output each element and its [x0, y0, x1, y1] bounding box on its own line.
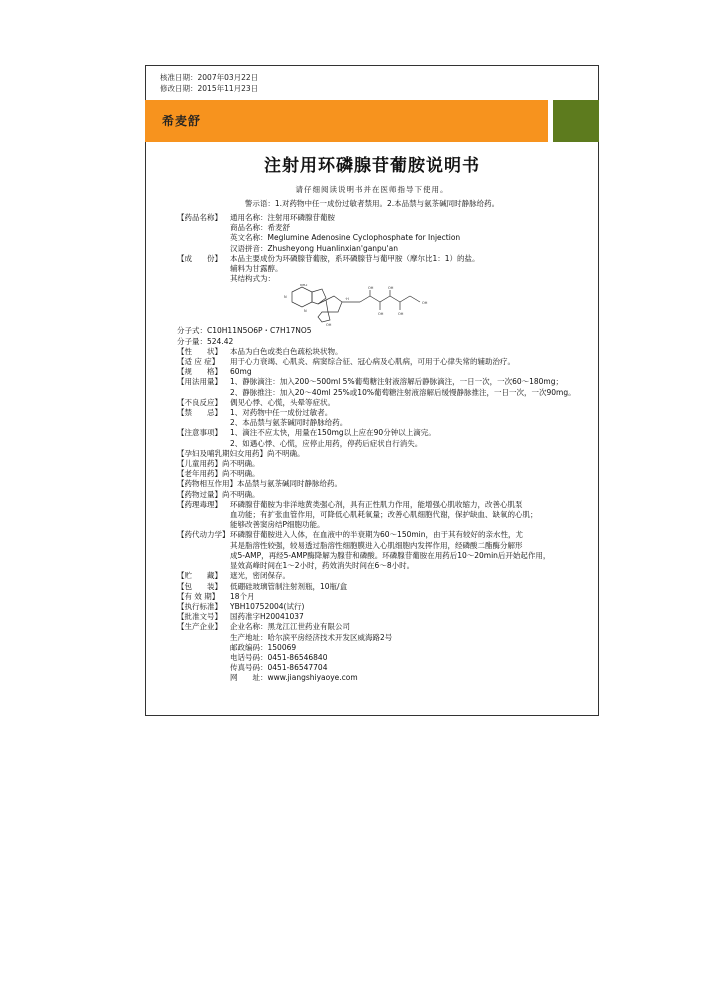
- composition-main: 本品主要成份为环磷腺苷葡胺，系环磷腺苷与葡甲胺（摩尔比1：1）的盐。: [230, 253, 480, 263]
- pk-line: 环磷腺苷葡胺进入人体，在血液中的半衰期为60～150min，由于其有较好的亲水性，尤: [230, 530, 523, 540]
- section-label: 【儿童用药】: [177, 459, 222, 469]
- section-label: 【药理毒理】: [177, 499, 222, 509]
- section-label: 【生产企业】: [177, 622, 222, 632]
- brand-band: [145, 100, 548, 142]
- company-website: 网 址：www.jiangshiyaoye.com: [230, 673, 358, 683]
- section-elderly: [177, 469, 587, 479]
- section-text: 用于心力衰竭、心肌炎、病窦综合征、冠心病及心肌病，可用于心律失常的辅助治疗。: [230, 357, 515, 367]
- section-label: 【适 应 症】: [177, 357, 220, 367]
- section-text: YBH10752004(试行): [230, 601, 305, 611]
- section-storage: [177, 571, 587, 581]
- brand-name: 希麦舒: [162, 114, 202, 128]
- pk-line: 显效高峰时间在1～2小时，药效消失时间在6～8小时。: [230, 561, 415, 571]
- english-name: 英文名称：Meglumine Adenosine Cyclophosphate for Injection: [230, 233, 461, 243]
- pharmacology-line: 血功能；有扩张血管作用，可降低心肌耗氧量；改善心肌细胞代谢，保护缺血、缺氧的心肌；: [230, 510, 538, 520]
- section-validity: [177, 592, 587, 602]
- section-pharmacology: [177, 500, 587, 531]
- svg-text:OH: OH: [422, 301, 428, 306]
- svg-text:OH: OH: [368, 286, 374, 291]
- contra-line: 2、本品禁与氨茶碱同时静脉给药。: [230, 418, 348, 428]
- section-text: 尚不明确。: [222, 469, 260, 479]
- section-label: 【老年用药】: [177, 469, 222, 479]
- warning-text: 警示语：1.对药物中任一成份过敏者禁用。2.本品禁与氨茶碱同时静脉给药。: [244, 199, 500, 208]
- section-text: 本品禁与氨茶碱同时静脉给药。: [237, 479, 342, 489]
- company-name: 企业名称：黑龙江江世药业有限公司: [230, 622, 350, 632]
- svg-text:N: N: [284, 295, 287, 300]
- section-label: 【执行标准】: [177, 601, 222, 611]
- section-label: 【禁 忌】: [177, 408, 222, 418]
- section-standard: [177, 602, 587, 612]
- section-label: 【成 份】: [177, 253, 222, 263]
- structure-label: 其结构式为：: [230, 274, 275, 284]
- section-adverse: [177, 398, 587, 408]
- accent-block: [553, 100, 599, 142]
- section-label: 【不良反应】: [177, 397, 222, 407]
- company-postcode: 邮政编码：150069: [230, 642, 297, 652]
- section-text: 遮光，密闭保存。: [230, 571, 290, 581]
- company-fax: 传真号码：0451-86547704: [230, 663, 328, 673]
- section-text: 尚不明确。: [267, 448, 305, 458]
- svg-text:OH: OH: [378, 312, 384, 317]
- contra-line: 1、对药物中任一成份过敏者。: [230, 408, 333, 418]
- section-text: 尚不明确。: [222, 489, 260, 499]
- document-title: 注射用环磷腺苷葡胺说明书: [264, 156, 480, 176]
- section-overdose: [177, 490, 587, 500]
- section-indications: [177, 357, 587, 367]
- section-dosage: [177, 377, 587, 397]
- company-address: 生产地址：哈尔滨平房经济技术开发区威海路2号: [230, 632, 393, 642]
- section-text: 偶见心悸、心慌，头晕等症状。: [230, 397, 335, 407]
- section-label: 【有 效 期】: [177, 591, 220, 601]
- revision-date: 修改日期：2015年11月23日: [160, 84, 259, 93]
- approval-date: 核准日期：2007年03月22日: [160, 73, 259, 82]
- pk-line: 成5-AMP，再经5-AMP酶降解为腺苷和磷酸。环磷腺苷葡胺在用药后10～20min后开始起作用，: [230, 550, 551, 560]
- pk-line: 其是脂溶性较强，较易透过脂溶性细胞膜进入心肌细胞内发挥作用，经磷酸二酯酶分解形: [230, 540, 523, 550]
- section-children: [177, 459, 587, 469]
- section-interactions: [177, 479, 587, 489]
- section-contraindications: [177, 408, 587, 428]
- section-text: 本品为白色或类白色疏松块状物。: [230, 346, 343, 356]
- section-text: 尚不明确。: [222, 459, 260, 469]
- pharmacology-line: 环磷腺苷葡胺为非洋地黄类强心剂，具有正性肌力作用，能增强心肌收缩力，改善心肌泵: [230, 499, 523, 509]
- dosage-line: 2、静脉推注：加入20～40ml 25%或10%葡萄糖注射液溶解后缓慢静脉推注，一日一次，一次90mg。: [230, 387, 576, 397]
- structural-formula-image: [282, 284, 587, 326]
- section-pregnancy: [177, 449, 587, 459]
- svg-text:OH: OH: [388, 286, 394, 291]
- date-info: [160, 72, 258, 94]
- dosage-line: 1、静脉滴注：加入200～500ml 5%葡萄糖注射液溶解后静脉滴注，一日一次，一次60～180mg；: [230, 377, 563, 387]
- molecular-formula: 分子式：C10H11N5O6P・C7H17NO5: [177, 326, 312, 336]
- section-label: 【贮 藏】: [177, 571, 222, 581]
- section-text: 60mg: [230, 367, 252, 377]
- section-label: 【性 状】: [177, 346, 222, 356]
- section-label: 【孕妇及哺乳期妇女用药】: [177, 448, 267, 458]
- pinyin-name: 汉语拼音：Zhusheyong Huanlinxian'ganpu'an: [230, 243, 398, 253]
- leaflet-content: [177, 213, 587, 684]
- section-label: 【规 格】: [177, 367, 222, 377]
- section-label: 【用法用量】: [177, 377, 222, 387]
- section-label: 【药代动力学】: [177, 530, 230, 540]
- svg-text:·H: ·H: [345, 297, 349, 302]
- section-precautions: [177, 428, 587, 448]
- svg-text:OH: OH: [326, 323, 332, 327]
- section-text: 国药准字H20041037: [230, 612, 304, 622]
- pharmacology-line: 能够改善窦房结P细胞功能。: [230, 520, 325, 530]
- section-approval: [177, 612, 587, 622]
- section-label: 【药品名称】: [177, 213, 222, 222]
- section-manufacturer: [177, 622, 587, 683]
- section-text: 低硼硅玻璃管制注射剂瓶，10瓶/盒: [230, 581, 348, 591]
- section-properties: [177, 347, 587, 357]
- section-label: 【药物过量】: [177, 489, 222, 499]
- section-spec: [177, 367, 587, 377]
- precaution-line: 2、如遇心悸、心慌，应停止用药，停药后症状自行消失。: [230, 438, 423, 448]
- composition-excipient: 辅料为甘露醇。: [230, 264, 283, 274]
- section-name: [177, 213, 587, 254]
- section-label: 【包 装】: [177, 581, 222, 591]
- svg-text:NH2: NH2: [300, 284, 308, 288]
- svg-text:N: N: [304, 309, 307, 314]
- section-label: 【药物相互作用】: [177, 479, 237, 489]
- svg-text:OH: OH: [398, 312, 404, 317]
- company-phone: 电话号码：0451-86546840: [230, 652, 328, 662]
- molecular-weight: 分子量：524.42: [177, 336, 234, 346]
- section-label: 【批准文号】: [177, 612, 222, 622]
- subtitle: 请仔细阅读说明书并在医师指导下使用。: [295, 185, 449, 194]
- precaution-line: 1、滴注不应太快，用量在150mg以上应在90分钟以上滴完。: [230, 428, 436, 438]
- section-text: 18个月: [230, 591, 255, 601]
- generic-name: 通用名称：注射用环磷腺苷葡胺: [230, 213, 335, 222]
- section-package: [177, 582, 587, 592]
- trade-name: 商品名称：希麦舒: [230, 223, 290, 233]
- section-label: 【注意事项】: [177, 428, 222, 438]
- section-pharmacokinetics: [177, 530, 587, 571]
